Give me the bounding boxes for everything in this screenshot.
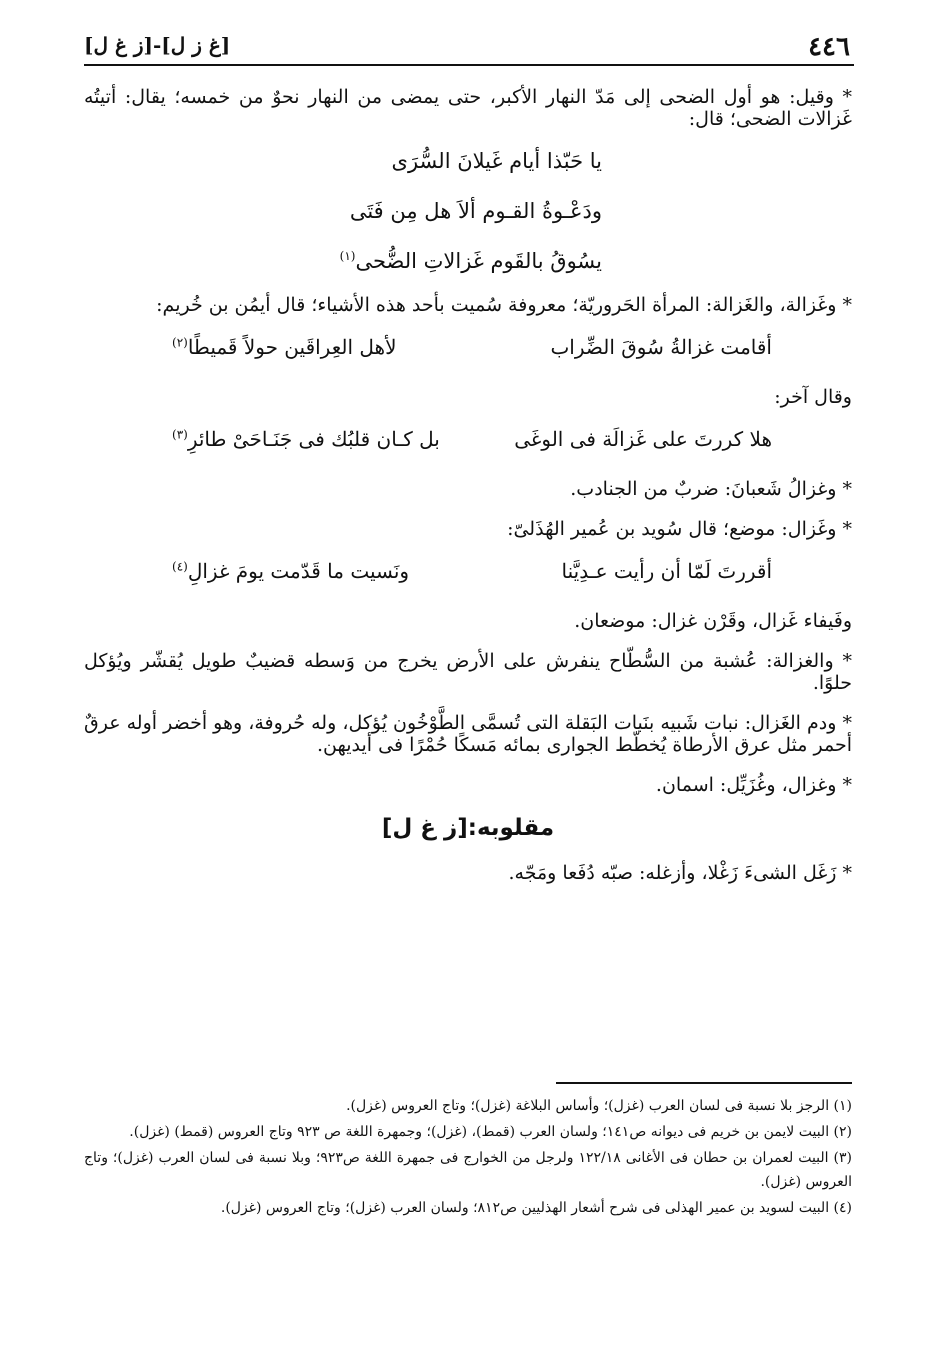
footnote-divider <box>556 1082 852 1084</box>
paragraph-8: * ودم الغَزال: نبات شَبيه بنَبات البَقلة التى تُسمَّى الطَّوْخُون يُؤكل، وله حُروفة، وهو أخضر أوله عرقٌ أحمر مثل عرق الأرطاة يُخطّط الجوارى بمائه مَسكًا حُمْرًا فى أيديهن. <box>84 712 852 756</box>
paragraph-4: * وغزالُ شَعبانَ: ضربٌ من الجنادب. <box>570 478 852 500</box>
verse-line-3: يسُوقُ بالقَوم غَزالاتِ الضُّحى$^{(١)}$ <box>339 249 602 273</box>
paragraph-2: * وغَزالة، والغَزالة: المرأة الحَروريّة؛ معروفة سُميت بأحد هذه الأشياء؛ قال أيمُن بن خُريم: <box>156 294 852 316</box>
paragraph-10: * زَغَل الشىءَ زَغْلا، وأزغله: صبّه دُفَعا ومَجّه. <box>508 862 852 884</box>
verse-line-1: يا حَبّذا أيام غَيلانَ السُّرَى <box>391 149 602 173</box>
footnote-ref-1[interactable]: (١) <box>339 249 356 263</box>
paragraph-5: * وغَزال: موضع؛ قال سُويد بن عُمير الهُذَلىّ: <box>507 518 852 540</box>
running-head: [غ ز ل]-[ز غ ل] <box>84 33 231 57</box>
hemistich-right: هلا كررتَ على غَزالَة فى الوغَى <box>514 427 772 451</box>
paragraph-3: وقال آخر: <box>774 386 852 408</box>
footnote-2: (٢) البيت لايمن بن خريم فى ديوانه ص١٤١؛ ولسان العرب (قمط)، (غزل)؛ وجمهرة اللغة ص ٩٢٣ وتاج العروس (قمط) (غزل). <box>129 1124 852 1140</box>
main-text <box>84 86 852 902</box>
footnote-4: (٤) البيت لسويد بن عمير الهذلى فى شرح أشعار الهذليين ص٨١٢؛ ولسان العرب (غزل)؛ وتاج العروس (غزل). <box>220 1200 852 1216</box>
footnote-3: (٣) البيت لعمران بن حطان فى الأغانى ١٢٢/١٨ ولرجل من الخوارج فى جمهرة اللغة ص٩٢٣؛ وبلا نسبة فى لسان العرب (غزل)؛ وتاج العروس (غزل). <box>84 1150 852 1190</box>
section-heading: مقلوبه:[ز غ ل] <box>381 815 555 841</box>
hemistich-right: أقررتَ لَمّا أن رأيت عـدِيَّنا <box>561 559 772 583</box>
paragraph-9: * وغزال، وغُزَيِّل: اسمان. <box>655 774 852 796</box>
footnote-1: (١) الرجز بلا نسبة فى لسان العرب (غزل)؛ وأساس البلاغة (غزل)؛ وتاج العروس (غزل). <box>346 1098 852 1114</box>
footnotes <box>84 1094 852 1222</box>
hemistich-left: بل كـان قلبُك فى جَنَـاحَىْ طائرِ$^{(٣)}$ <box>172 427 440 451</box>
hemistich-right: أقامت غزالةُ سُوقَ الضِّراب <box>550 335 772 359</box>
paragraph-1: * وقيل: هو أول الضحى إلى مَدّ النهار الأكبر، حتى يمضى من النهار نحوٌ من خمسه؛ يقال: أتيتُه غَزالات الضحى؛ قال: <box>84 86 852 130</box>
verse-line-2: ودَعْـوةُ القـوم ألاَ هل مِن فَتَى <box>349 199 602 223</box>
paragraph-7: * والغزالة: عُشبة من السُّطّاح ينفرش على الأرض يخرج من وَسطه قضيبٌ طويل يُقشّر ويُؤكل حلوًا. <box>84 650 852 694</box>
page-header <box>84 26 854 66</box>
footnote-ref-4[interactable]: (٤) <box>172 559 188 574</box>
hemistich-left: لأهل العِراقَين حولاً قَميطًا$^{(٢)}$ <box>172 335 397 359</box>
hemistich-left: ونَسيت ما قَدّمت يومَ غزالِ$^{(٤)}$ <box>172 559 410 583</box>
couplet-1 <box>84 334 852 360</box>
couplet-2 <box>84 426 852 452</box>
paragraph-6: وفَيفاء غَزال، وقَرْن غزال: موضعان. <box>574 610 852 632</box>
footnote-ref-3[interactable]: (٣) <box>172 427 188 442</box>
couplet-3 <box>84 558 852 584</box>
verse-block-1 <box>84 148 852 274</box>
page-number: ٤٤٦ <box>808 32 850 62</box>
footnote-ref-2[interactable]: (٢) <box>172 335 188 350</box>
